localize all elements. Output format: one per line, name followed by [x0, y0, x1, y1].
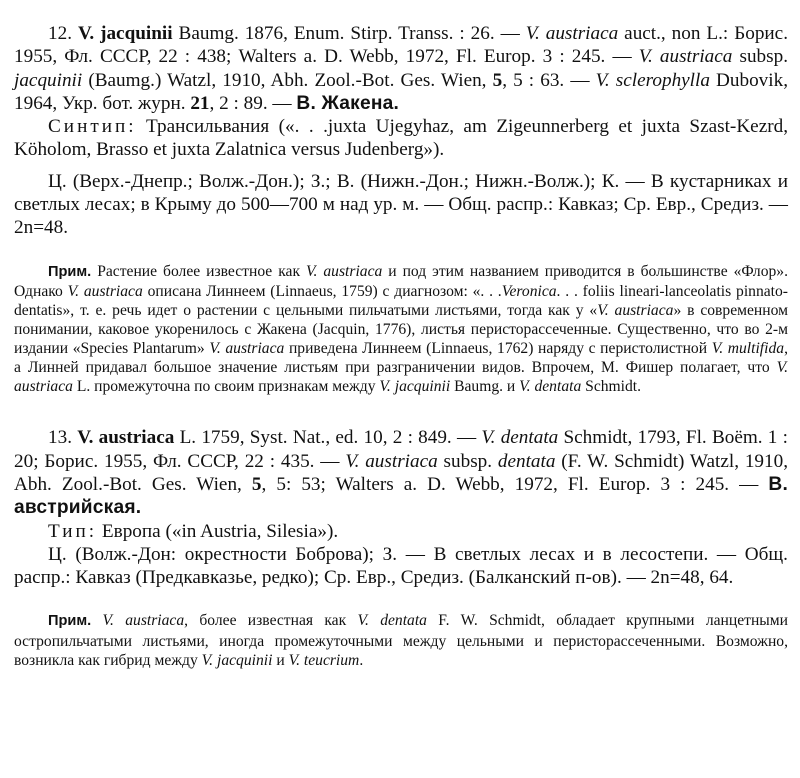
taxon-name: V. teucrium	[288, 651, 360, 669]
species-entry-13	[14, 426, 788, 519]
note-text: , а Линней придавал большое значение листьям при разграничении видов. Впрочем, М. Фишер полагает, что	[14, 340, 788, 377]
synonym-name: V. sclerophylla	[595, 69, 710, 91]
taxon-name: V. jacquinii	[379, 378, 451, 396]
distribution-12	[14, 170, 788, 240]
habitat-text: — В кустарниках и светлых лесах; в Крыму до 500—700 м над ур. м. —	[14, 170, 788, 216]
taxon-name: V. dentata	[519, 378, 582, 396]
citation-text: Dubovik, 1964, Укр. бот. журн.	[14, 69, 788, 114]
region-text: (Верх.-Днепр.; Волж.-Дон.);	[66, 170, 311, 192]
note-text: . . . foliis lineari-lanceolatis pinnato-dentatis», т. е. речь идет о растении с цельными пильчатыми листьями, тогда как у «	[14, 282, 788, 319]
synonym-name: jacquinii	[14, 69, 83, 91]
citation-text: subsp.	[732, 46, 789, 68]
region-code: З.	[382, 543, 398, 565]
syntype-text: Трансильвания («. . .juxta Ujegyhaz, am Zigeunnerberg et juxta Szast-Kezrd, Köholom, Brasso et juxta Zalatnica versus Judenberg»).	[14, 116, 788, 161]
taxon-name: Veronica	[501, 282, 557, 300]
note-text: и	[272, 651, 289, 669]
citation-text: L. 1759, Syst. Nat., ed. 10, 2 : 849. —	[174, 427, 482, 449]
taxon-name: V. austriaca	[306, 262, 383, 280]
note-text: и под этим названием приводится в большинстве «Флор». Однако	[14, 262, 788, 300]
type-label: Тип:	[48, 520, 98, 542]
citation-text: (Baumg.) Watzl, 1910, Abh. Zool.-Bot. Ges. Wien,	[82, 69, 493, 91]
note-text: F. W. Schmidt, обладает крупными ланцетными остропильчатыми листьями, иногда промежуточными между цельными и перисторассеченными. Возможно, возникла как гибрид между	[14, 612, 788, 669]
taxon-name: V. austriaca	[597, 301, 674, 319]
russian-name: В. Жакена.	[296, 92, 400, 114]
synonym-name: dentata	[497, 450, 556, 472]
distribution-13	[14, 543, 788, 590]
entry-number: 13.	[48, 427, 72, 449]
citation-text: subsp.	[437, 450, 498, 472]
citation-text: Baumg. 1876, Enum. Stirp. Transs. : 26. —	[172, 23, 526, 44]
russian-name: В. австрийская.	[14, 473, 789, 519]
citation-text: (F. W. Schmidt) Watzl, 1910, Abh. Zool.-Bot. Ges. Wien,	[14, 450, 788, 495]
volume-number: 5	[492, 69, 503, 91]
synonym-name: V. austriaca	[525, 23, 619, 44]
citation-text: auct., non L.: Борис. 1955, Фл. СССР, 22 : 438; Walters a. D. Webb, 1972, Fl. Europ. 3 : 245. —	[14, 23, 788, 68]
note-text: Baumg. и	[450, 378, 520, 396]
citation-text: , 5: 53; Walters a. D. Webb, 1972, Fl. Europ. 3 : 245. —	[261, 473, 769, 495]
document-page	[14, 22, 788, 670]
general-distribution-label: Общ. распр.:	[448, 194, 554, 216]
taxon-name: V. jacquinii	[201, 651, 273, 669]
taxon-name: V. dentata	[357, 612, 427, 630]
synonym-name: V. austriaca	[345, 450, 438, 472]
note-text: , более известная как	[184, 612, 358, 630]
note-13	[14, 611, 788, 669]
note-text: L. промежуточна по своим признакам между	[72, 378, 380, 396]
region-code: К.	[601, 170, 620, 192]
note-text: Schmidt.	[581, 378, 642, 396]
general-distribution-label: Общ. распр.:	[14, 543, 788, 589]
citation-text: Schmidt, 1793, Fl. Boëm. 1 : 20; Борис. 1955, Фл. СССР, 22 : 435. —	[14, 427, 788, 472]
taxon-name: V. austriaca	[67, 282, 143, 300]
species-name: V. jacquinii	[77, 23, 173, 44]
species-name: V. austriaca	[77, 427, 175, 449]
habitat-text: — В светлых лесах и в лесостепи. —	[397, 543, 745, 565]
entry-number: 12.	[48, 23, 72, 44]
species-entry-12	[14, 22, 788, 115]
type-text: Европа («in Austria, Silesia»).	[97, 520, 339, 542]
citation-text: , 2 : 89. —	[209, 92, 297, 114]
taxon-name: V. austriaca	[14, 359, 788, 396]
synonym-name: V. austriaca	[638, 46, 733, 68]
synonym-name: V. dentata	[481, 427, 559, 449]
taxon-name: V. austriaca	[102, 612, 185, 630]
region-text: (Нижн.-Дон.; Нижн.-Волж.);	[354, 170, 602, 192]
note-text: описана Линнеем (Linnaeus, 1759) с диагнозом: «. . .	[142, 282, 502, 300]
syntype-label: Синтип:	[48, 116, 137, 138]
volume-number: 21	[190, 92, 210, 114]
type-line	[14, 520, 788, 543]
region-code: Ц.	[48, 170, 67, 192]
syntype-line	[14, 115, 788, 162]
taxon-name: V. multifida	[711, 340, 785, 358]
general-distribution-text: Кавказ (Предкавказье, редко); Ср. Евр., Средиз. (Балканский п-ов). — 2n=48, 64.	[70, 567, 734, 589]
taxon-name: V. austriaca	[209, 340, 285, 358]
note-text: » в современном понимании, каковое укоренилось с Жакена (Jacquin, 1776), листья перисторассеченные. Существенно, что во 2-м издании «Species Plantarum»	[14, 301, 788, 358]
note-label: Прим.	[48, 613, 92, 630]
note-text: Растение более известное как	[91, 262, 306, 280]
general-distribution-text: Кавказ; Ср. Евр., Средиз. — 2n=48.	[14, 194, 788, 239]
region-code: З.;	[310, 170, 331, 192]
note-text: приведена Линнеем (Linnaeus, 1762) наряду с перистолистной	[284, 340, 712, 358]
citation-text: , 5 : 63. —	[502, 69, 596, 91]
region-code: В.	[336, 170, 355, 192]
region-text: (Волж.-Дон: окрестности Боброва);	[66, 543, 383, 565]
region-code: Ц.	[48, 543, 67, 565]
volume-number: 5	[251, 473, 262, 495]
note-12	[14, 262, 788, 397]
note-text: .	[359, 651, 364, 669]
note-label: Прим.	[48, 263, 92, 280]
